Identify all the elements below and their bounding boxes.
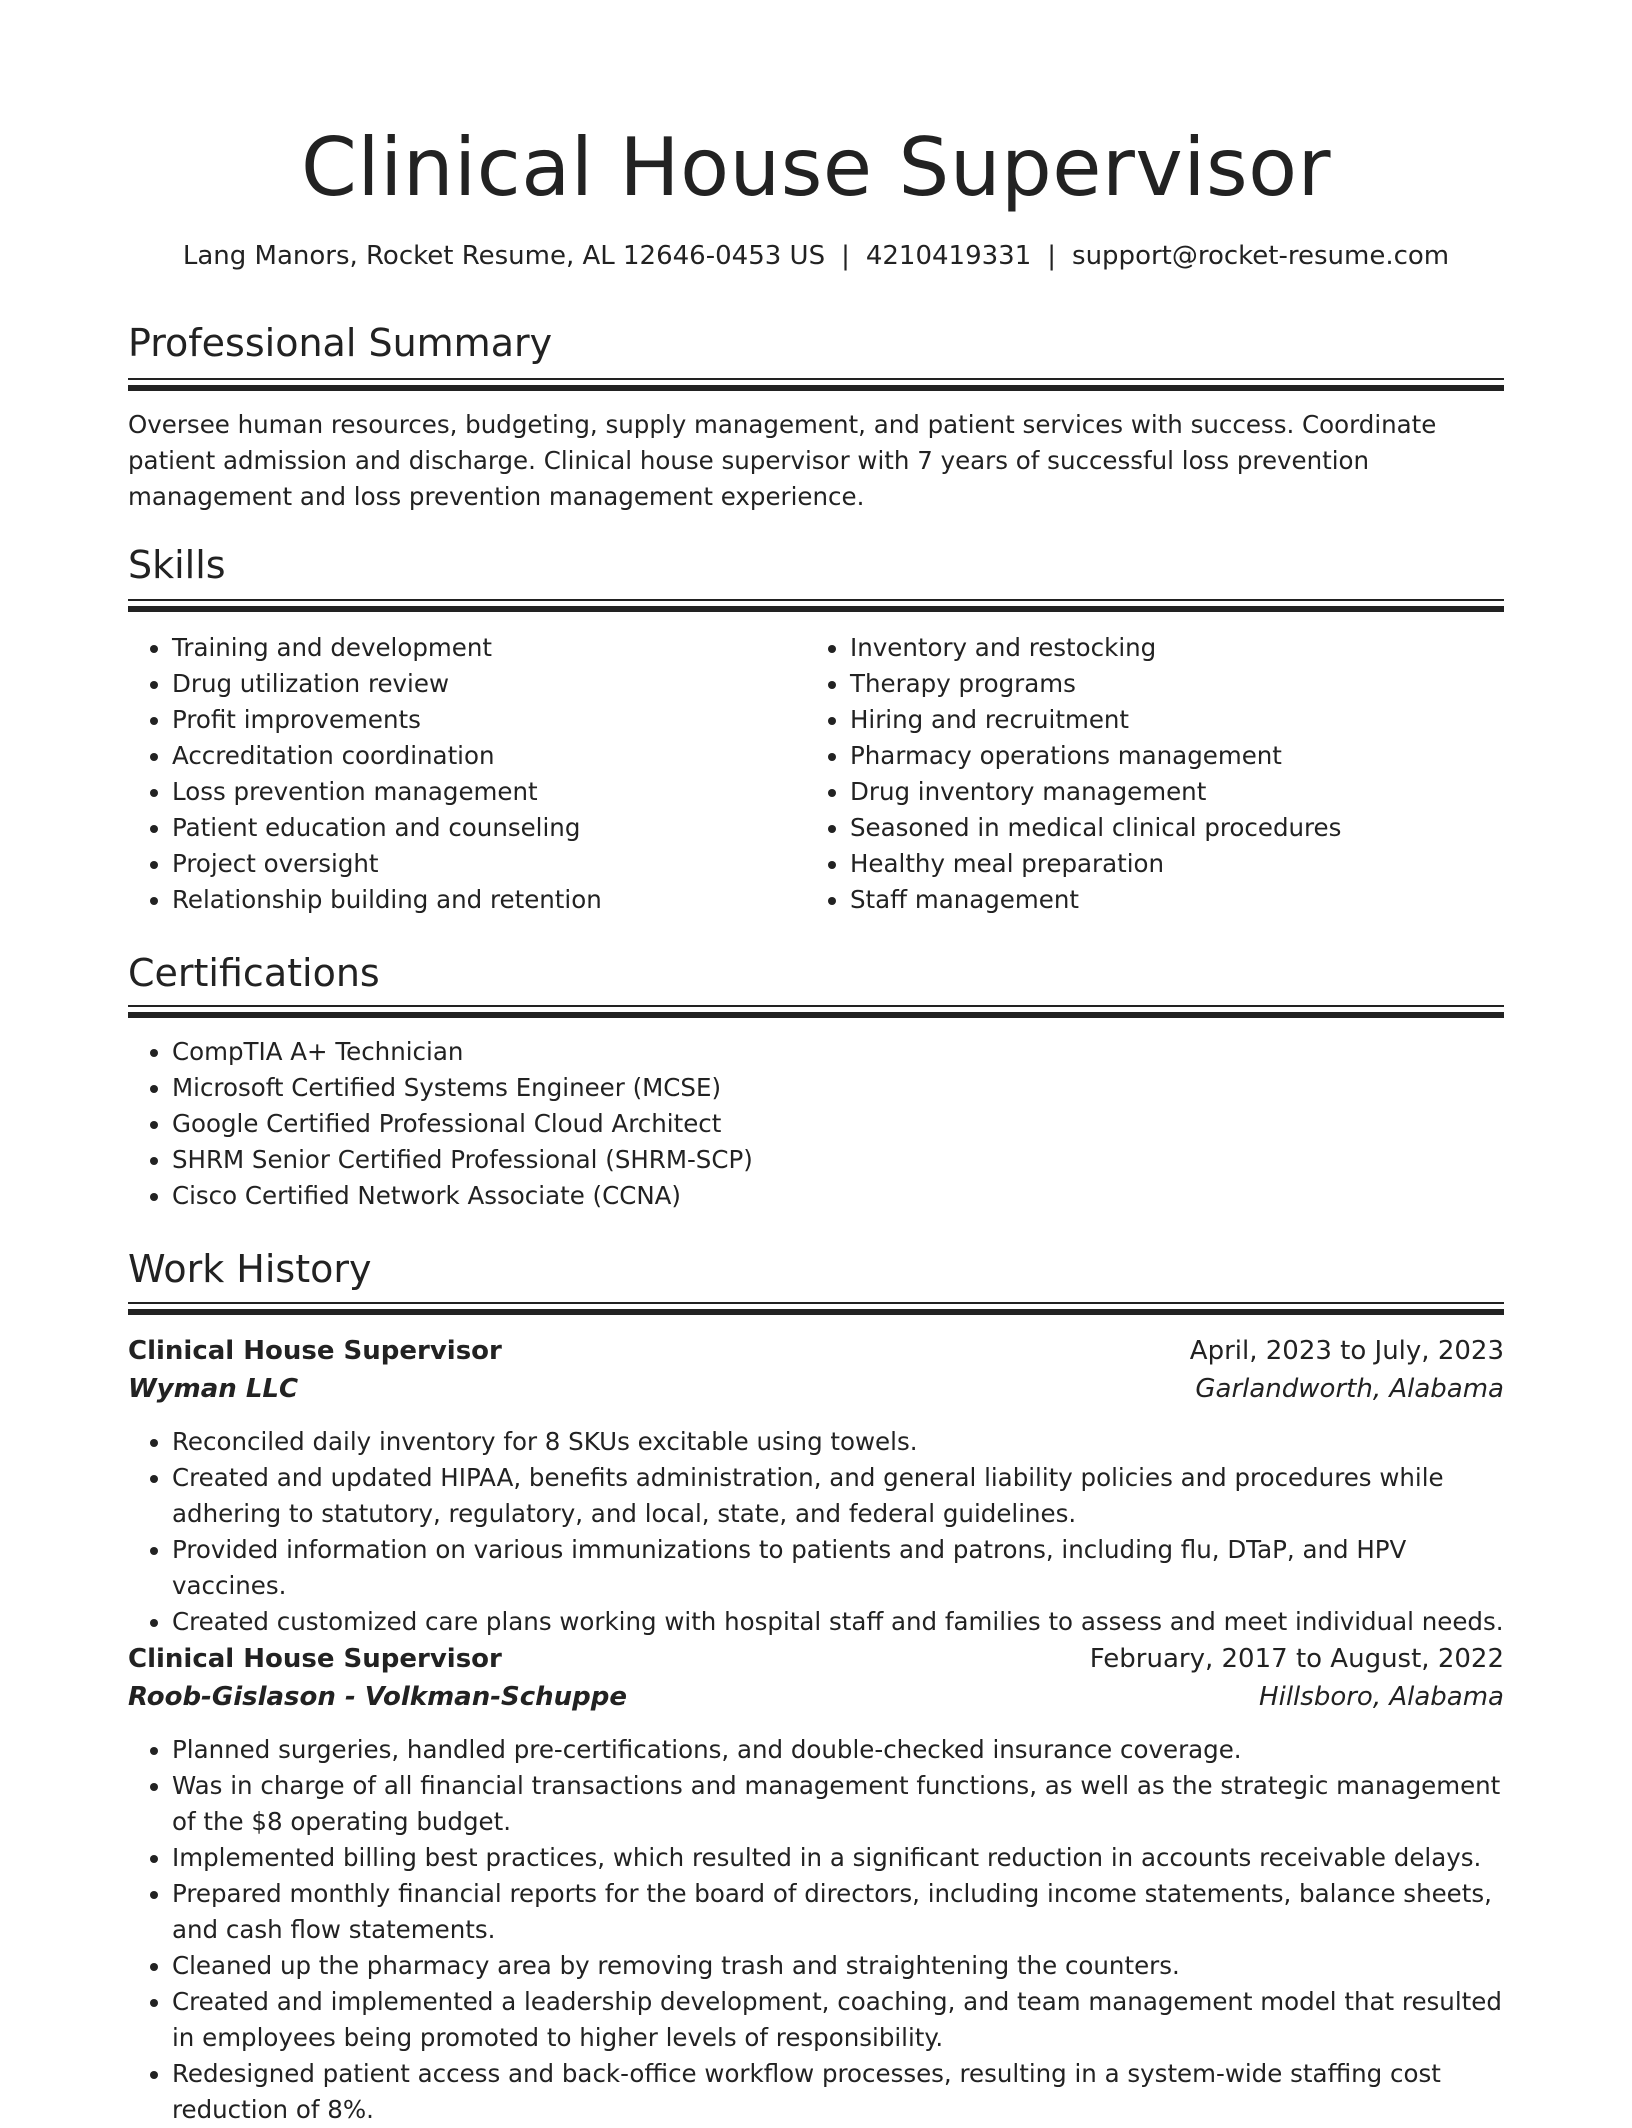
job-bullet: • Redesigned patient access and back-office workflow processes, resulting in a system-wide staffing cost reduction of 8%. [172,2056,1504,2128]
section-skills-heading [128,540,1504,590]
section-heading: Certifications [128,951,380,995]
job-bullet: • Created and implemented a leadership development, coaching, and team management model that resulted in employees being promoted to higher levels of responsibility. [172,1984,1504,2056]
resume-title: Clinical House Supervisor [301,121,1331,214]
contact-phone: 4210419331 [865,241,1032,271]
job-bullet: • Was in charge of all financial transactions and management functions, as well as the strategic management of the $8 operating budget. [172,1768,1504,1840]
job-bullet: • Prepared monthly financial reports for the board of directors, including income statements, balance sheets, and cash flow statements. [172,1876,1504,1948]
certification-item: • SHRM Senior Certified Professional (SHRM-SCP) [172,1142,1504,1178]
certification-item: • Microsoft Certified Systems Engineer (MCSE) [172,1070,1504,1106]
skill-item: • Profit improvements [172,702,802,738]
job-company: Roob-Gislason - Volkman-Schuppe [128,1682,628,1712]
skill-item: • Loss prevention management [172,774,802,810]
contact-email[interactable]: support@rocket-resume.com [1072,241,1450,271]
section-divider-thin [128,1302,1504,1304]
section-heading: Work History [128,1247,372,1291]
job-bullet: • Reconciled daily inventory for 8 SKUs excitable using towels. [172,1424,1504,1460]
certification-item: • Google Certified Professional Cloud Architect [172,1106,1504,1142]
section-divider-thick [128,1309,1504,1315]
skill-item: • Project oversight [172,846,802,882]
job-company: Wyman LLC [128,1374,299,1404]
job-bullet: • Planned surgeries, handled pre-certifications, and double-checked insurance coverage. [172,1732,1504,1768]
job-location: Hillsboro, Alabama [1259,1682,1504,1712]
job-bullets [128,1424,1504,1640]
skill-item: • Training and development [172,630,802,666]
skill-item: • Patient education and counseling [172,810,802,846]
skill-item: • Staff management [850,882,1504,918]
section-divider-thick [128,385,1504,391]
contact-line [128,238,1504,274]
section-work-heading [128,1244,1504,1294]
job-bullet: • Implemented billing best practices, which resulted in a significant reduction in accounts receivable delays. [172,1840,1504,1876]
section-divider-thin [128,1005,1504,1007]
job-dates: April, 2023 to July, 2023 [1189,1336,1504,1366]
job-title: Clinical House Supervisor [128,1336,502,1366]
section-divider-thick [128,1012,1504,1018]
section-summary-heading [128,318,1504,368]
job-bullet: • Provided information on various immunizations to patients and patrons, including flu, DTaP, and HPV vaccines. [172,1532,1504,1604]
contact-separator: | [1047,241,1057,271]
skill-item: • Pharmacy operations management [850,738,1504,774]
section-heading: Skills [128,543,226,587]
skill-item: • Seasoned in medical clinical procedures [850,810,1504,846]
summary-text: Oversee human resources, budgeting, supply management, and patient services with success. Coordinate patient admission and discharge. Clinical house supervisor with 7 years of successful loss prevention management and loss prevention management experience. [128,410,1437,511]
contact-separator: | [841,241,850,271]
certification-item: • CompTIA A+ Technician [172,1034,1504,1070]
job-bullet: • Created and updated HIPAA, benefits administration, and general liability policies and procedures while adhering to statutory, regulatory, and local, state, and federal guidelines. [172,1460,1504,1532]
skills-list-left [128,630,802,918]
job-bullet: • Created customized care plans working with hospital staff and families to assess and meet individual needs. [172,1604,1504,1640]
skill-item: • Relationship building and retention [172,882,802,918]
job-location: Garlandworth, Alabama [1195,1374,1504,1404]
resume-page [128,0,1504,2124]
job-bullets [128,1732,1504,2128]
skill-item: • Drug inventory management [850,774,1504,810]
certifications-list [128,1034,1504,1214]
job-title: Clinical House Supervisor [128,1644,502,1674]
section-divider-thin [128,378,1504,380]
skill-item: • Healthy meal preparation [850,846,1504,882]
skill-item: • Inventory and restocking [850,630,1504,666]
skill-item: • Drug utilization review [172,666,802,702]
skills-list-right [806,630,1504,918]
job-dates: February, 2017 to August, 2022 [1089,1644,1504,1674]
skill-item: • Accreditation coordination [172,738,802,774]
job-bullet: • Cleaned up the pharmacy area by removing trash and straightening the counters. [172,1948,1504,1984]
skill-item: • Therapy programs [850,666,1504,702]
certification-item: • Cisco Certified Network Associate (CCNA) [172,1178,1504,1214]
section-divider-thin [128,599,1504,601]
contact-address: Lang Manors, Rocket Resume, AL 12646-0453 US [182,241,826,271]
section-divider-thick [128,606,1504,612]
section-certifications-heading [128,948,1504,998]
skill-item: • Hiring and recruitment [850,702,1504,738]
section-heading: Professional Summary [128,321,553,365]
